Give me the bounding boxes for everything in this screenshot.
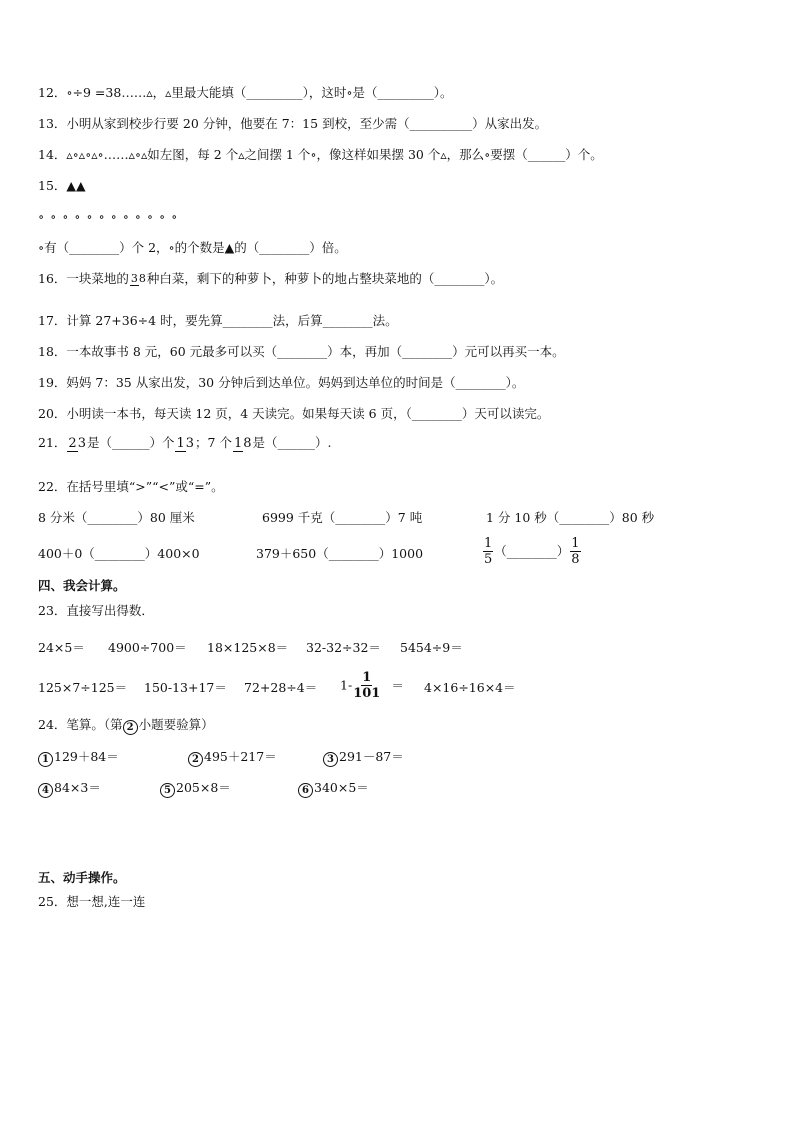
question-14: 14．▵∘▵∘▵∘……▵∘▵如左图，每 2 个▵之间摆 1 个∘，像这样如果摆 30 个▵，那么∘要摆（______）个。 bbox=[38, 147, 603, 162]
q23-item: 150-13+17＝ bbox=[144, 680, 227, 695]
q23-item: 5454÷9＝ bbox=[400, 640, 463, 655]
q23-item-fraction: 1- $\frac{1}{101}$ ＝ bbox=[340, 670, 404, 701]
question-20: 20．小明读一本书，每天读 12 页，4 天读完。如果每天读 6 页，（________）天可以读完。 bbox=[38, 406, 550, 421]
q23-item: 32-32÷32＝ bbox=[306, 640, 381, 655]
q23-item: 24×5＝ bbox=[38, 640, 85, 655]
section-5-heading: 五、动手操作。 bbox=[38, 870, 126, 885]
q24-item: 6 340×5＝ bbox=[298, 779, 369, 798]
question-15-title: 15．▲▲ bbox=[38, 178, 86, 193]
q24-item: 2 495＋217＝ bbox=[188, 748, 277, 767]
question-22-title: 22．在括号里填“>”“<”或“=”。 bbox=[38, 479, 224, 494]
fraction-3-8: 38 bbox=[130, 272, 146, 285]
question-18: 18．一本故事书 8 元，60 元最多可以买（________）本，再加（________）元可以再买一本。 bbox=[38, 344, 565, 359]
question-15-circles: ∘ ∘ ∘ ∘ ∘ ∘ ∘ ∘ ∘ ∘ ∘ ∘ bbox=[38, 209, 179, 224]
question-25: 25．想一想,连一连 bbox=[38, 894, 146, 909]
question-19: 19．妈妈 7：35 从家出发，30 分钟后到达单位。妈妈到达单位的时间是（________）。 bbox=[38, 375, 525, 390]
question-24-title: 24．笔算。（第 2 小题要验算） bbox=[38, 717, 214, 733]
question-12: 12．∘÷9 =38……▵，▵里最大能填（_________），这时∘是（_________）。 bbox=[38, 85, 453, 100]
q23-item: 18×125×8＝ bbox=[207, 640, 289, 655]
q23-item: 72+28÷4＝ bbox=[244, 680, 318, 695]
question-13: 13．小明从家到校步行要 20 分钟，他要在 7：15 到校，至少需（__________）从家出发。 bbox=[38, 116, 548, 131]
q22-item-1: 8 分米（________）80 厘米 bbox=[38, 510, 195, 525]
question-23-title: 23．直接写出得数． bbox=[38, 603, 154, 618]
q22-item-2: 6999 千克（________）7 吨 bbox=[262, 510, 423, 525]
q23-item: 4×16÷16×4＝ bbox=[424, 680, 516, 695]
q22-item-3: 1 分 10 秒（________）80 秒 bbox=[486, 510, 655, 525]
q24-item: 5 205×8＝ bbox=[160, 779, 231, 798]
q24-item: 3 291－87＝ bbox=[323, 748, 404, 767]
question-15-text: ∘有（________）个 2，∘的个数是▲的（________）倍。 bbox=[38, 240, 347, 255]
question-21: 21． 23是（______）个 13；7 个 18是（______）. bbox=[38, 435, 332, 451]
q23-item: 125×7÷125＝ bbox=[38, 680, 128, 695]
q22-item-5: 379＋650（________）1000 bbox=[256, 546, 424, 561]
q24-item: 4 84×3＝ bbox=[38, 779, 101, 798]
q24-item: 1 129＋84＝ bbox=[38, 748, 119, 767]
section-4-heading: 四、我会计算。 bbox=[38, 578, 126, 593]
question-17: 17．计算 27+36÷4 时，要先算________法，后算________法。 bbox=[38, 313, 398, 328]
q22-item-4: 400＋0（________）400×0 bbox=[38, 546, 200, 561]
q23-item: 4900÷700＝ bbox=[108, 640, 187, 655]
q22-item-6: $\frac{1}{5}$ （________） $\frac{1}{8}$ bbox=[484, 536, 580, 567]
question-16: 16．一块菜地的 38种白菜，剩下的种萝卜，种萝卜的地占整块菜地的（________）。 bbox=[38, 271, 504, 286]
